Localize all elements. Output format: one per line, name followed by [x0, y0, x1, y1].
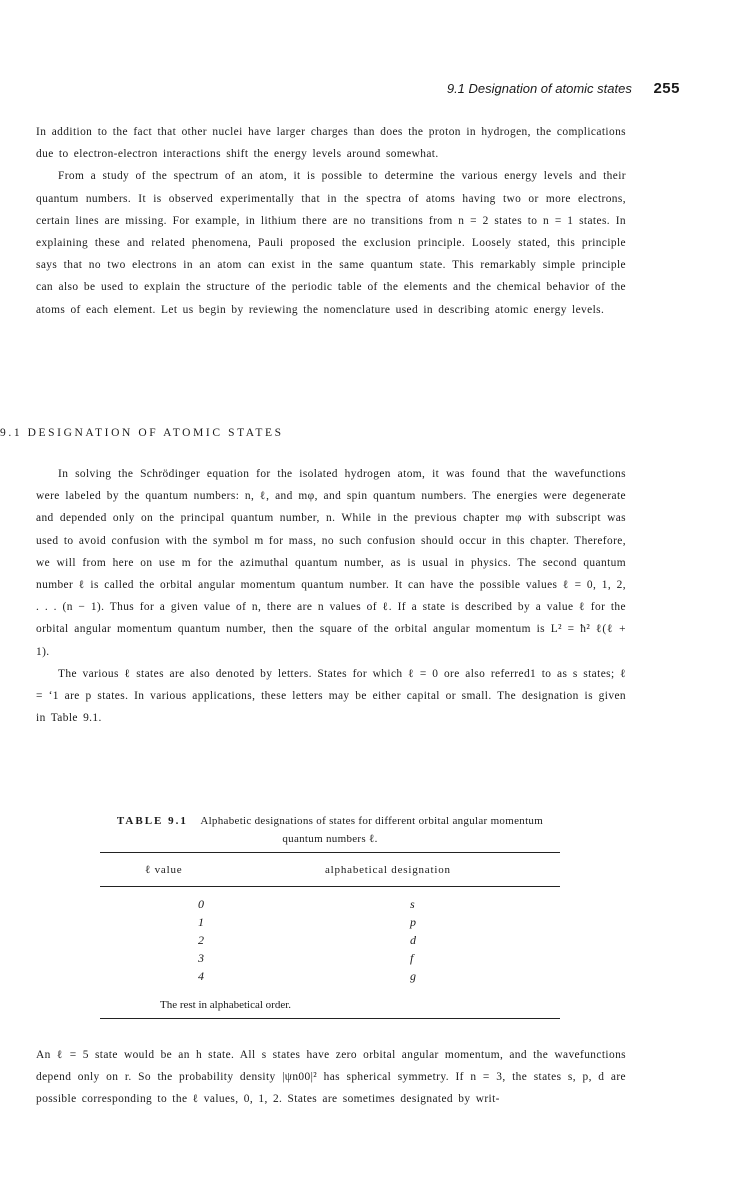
table-header-rule — [100, 886, 560, 887]
intro-paragraph-2: From a study of the spectrum of an atom, it is possible to determine the various energy levels and their quantum numbers. It is observed experimentally that in the spectra of atoms having two or more electrons, certain lines are missing. For example, in lithium there are no transitions from n = 2 states to n = 1 states. In explaining these and related phenomena, Pauli proposed the exclusion principle. Loosely stated, this principle says that no two electrons in an atom can exist in the same quantum state. This remarkably simple principle can also be used to explain the structure of the periodic table of the elements and the chemical behavior of the atoms of each element. Let us begin by reviewing the nomenclature used in describing atomic energy levels. — [36, 170, 626, 316]
table-cell-letter: g — [410, 969, 416, 983]
table-caption — [100, 812, 560, 848]
intro-paragraph-1: In addition to the fact that other nuclei have larger charges than does the proton in hydrogen, the complications due to electron-electron interactions shift the energy levels around somewhat. — [36, 126, 626, 161]
section-heading: 9.1 DESIGNATION OF ATOMIC STATES — [0, 427, 284, 439]
closing-text — [36, 1044, 626, 1111]
running-head — [0, 80, 680, 97]
table-footer: The rest in alphabetical order. — [160, 999, 292, 1011]
closing-paragraph: An ℓ = 5 state would be an h state. All s states have zero orbital angular momentum, and the wavefunctions depend only on r. So the probability density |ψn00|² has spherical symmetry. If n = 3, the states s, p, d are possible corresponding to the ℓ values, 0, 1, 2. States are sometimes designated by writ- — [36, 1049, 626, 1106]
table-cell-letter: f — [410, 951, 414, 965]
section-paragraph-1: In solving the Schrödinger equation for the isolated hydrogen atom, it was found that the wavefunctions were labeled by the quantum numbers: n, ℓ, and mφ, and spin quantum numbers. The energies were degenerate and depended only on the principal quantum number, n. While in the previous chapter mφ with subscript was used to avoid confusion with the symbol m for mass, no such confusion should occur in this chapter. Therefore, we will from here on use m for the azimuthal quantum number, as is usual in physics. The second quantum number ℓ is called the orbital angular momentum quantum number. It can have the possible values ℓ = 0, 1, 2, . . . (n − 1). Thus for a given value of n, there are n values of ℓ. If a state is described by a value ℓ for the orbital angular momentum quantum number, then the square of the orbital angular momentum is L² = ħ² ℓ(ℓ + 1). — [36, 468, 626, 658]
table-cell-letter: s — [410, 897, 415, 911]
table-cell-value: 2 — [198, 933, 204, 947]
section-text — [36, 463, 626, 729]
section-paragraph-2: The various ℓ states are also denoted by letters. States for which ℓ = 0 ore also referred1 to as s states; ℓ = ‘1 are p states. In various applications, these letters may be either capital or small. The designation is given in Table 9.1. — [36, 667, 626, 725]
table-top-rule — [100, 852, 560, 853]
intro-text — [36, 121, 626, 321]
table-cell-letter: d — [410, 933, 416, 947]
table-col-designation: alphabetical designation — [325, 864, 451, 876]
running-head-title: 9.1 Designation of atomic states — [446, 81, 632, 96]
table-col-l-value: ℓ value — [145, 864, 183, 876]
table-label: TABLE 9.1 — [116, 815, 188, 827]
table-caption-text: Alphabetic designations of states for different orbital angular momentum quantum numbers ℓ. — [200, 815, 544, 845]
table-cell-value: 0 — [198, 897, 204, 911]
table-cell-value: 3 — [198, 951, 204, 965]
table-cell-value: 4 — [198, 969, 204, 983]
table-cell-value: 1 — [198, 915, 204, 929]
page-number: 255 — [653, 80, 680, 97]
table-bottom-rule — [100, 1018, 560, 1019]
table-cell-letter: p — [410, 915, 416, 929]
